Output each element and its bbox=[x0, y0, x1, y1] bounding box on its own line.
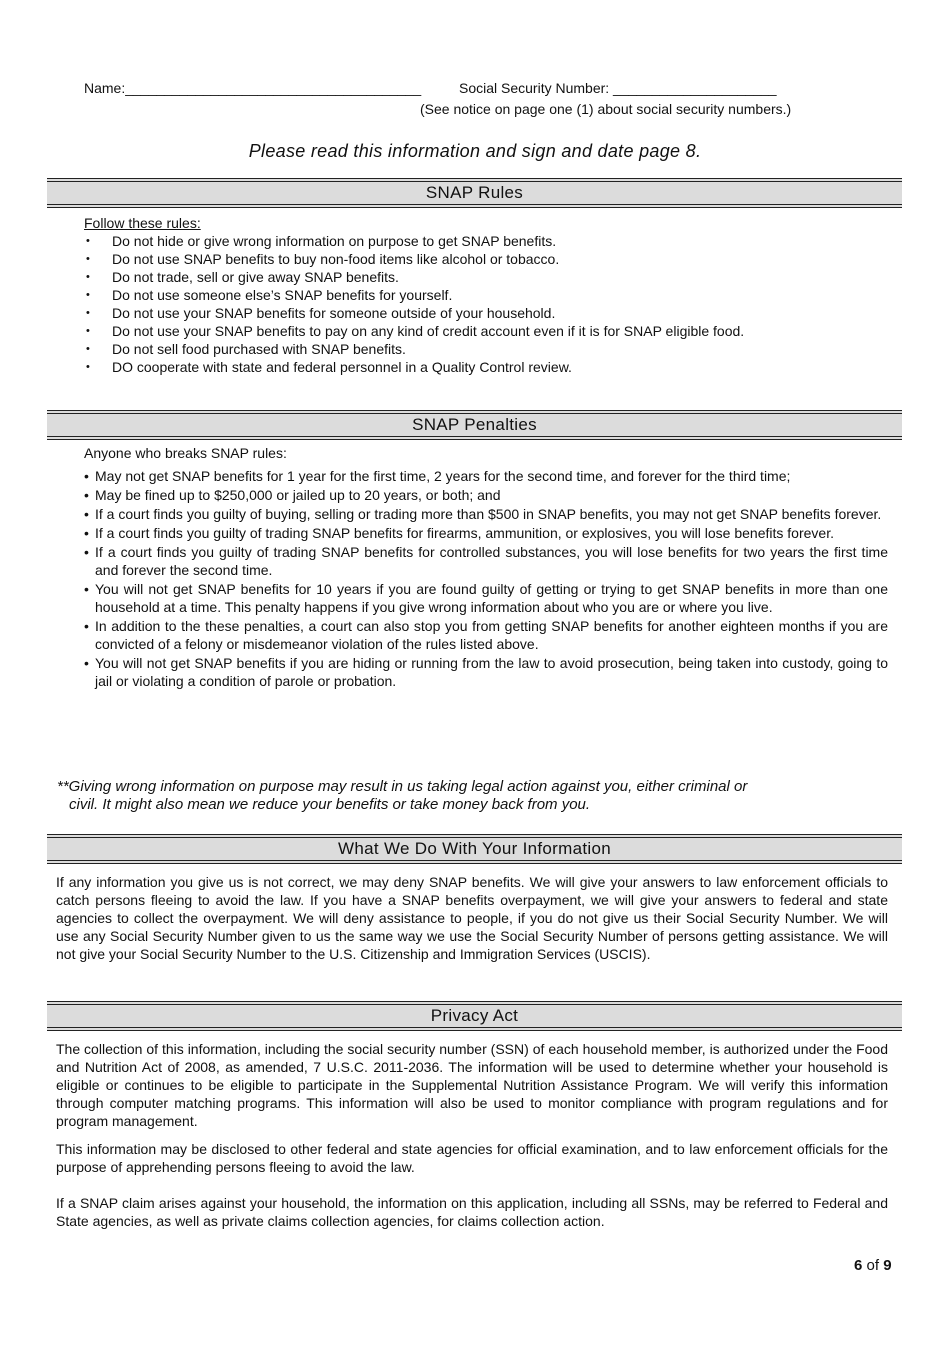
snap-penalties-section bbox=[84, 444, 888, 691]
warning-line-2: civil. It might also mean we reduce your benefits or take money back from you. bbox=[69, 796, 591, 813]
page-of-label: of bbox=[866, 1257, 880, 1274]
list-item: • Do not use someone else’s SNAP benefits for yourself. bbox=[84, 286, 804, 304]
page-number bbox=[854, 1257, 892, 1274]
snap-rules-list bbox=[84, 232, 804, 376]
list-item: • Do not sell food purchased with SNAP benefits. bbox=[84, 340, 804, 358]
list-item: • You will not get SNAP benefits if you are hiding or running from the law to avoid prosecution, being taken into custody, going to jail or violating a condition of parole or probation. bbox=[84, 654, 888, 690]
snap-rules-section bbox=[84, 214, 804, 376]
privacy-paragraph-2: This information may be disclosed to other federal and state agencies for official examination, and to law enforcement officials for the purpose of apprehending persons fleeing to avoid the law. bbox=[56, 1141, 888, 1175]
ssn-field-label: Social Security Number: _____________________ bbox=[459, 80, 777, 96]
snap-rules-intro: Follow these rules: bbox=[84, 215, 201, 231]
snap-penalties-intro: Anyone who breaks SNAP rules: bbox=[84, 445, 287, 461]
list-item: • Do not trade, sell or give away SNAP benefits. bbox=[84, 268, 804, 286]
list-item: • May not get SNAP benefits for 1 year for the first time, 2 years for the second time, and forever for the third time; bbox=[84, 467, 888, 485]
page-instruction: Please read this information and sign and date page 8. bbox=[248, 141, 702, 161]
current-page: 6 bbox=[854, 1257, 863, 1274]
information-use-paragraph: If any information you give us is not correct, we may deny SNAP benefits. We will give your answers to law enforcement officials to catch persons fleeing to avoid the law. If you have a SNAP benefits overpayment, we will give your answers to federal and state agencies to collect the overpayment. We will deny assistance to people, if you do not give us their Social Security Number. We will use any Social Security Number given to us the same way we use the Social Security Number of persons getting assistance. We will not give your Social Security Number to the U.S. Citizenship and Immigration Services (USCIS). bbox=[56, 874, 888, 962]
section-header-privacy-act: Privacy Act bbox=[47, 1001, 902, 1031]
list-item: • DO cooperate with state and federal personnel in a Quality Control review. bbox=[84, 358, 804, 376]
list-item: • If a court finds you guilty of trading SNAP benefits for controlled substances, you will lose benefits for two years the first time and forever the second time. bbox=[84, 543, 888, 579]
list-item: • If a court finds you guilty of buying, selling or trading more than $500 in SNAP benefits, you may not get SNAP benefits forever. bbox=[84, 505, 888, 523]
list-item: • Do not use your SNAP benefits to pay on any kind of credit account even if it is for SNAP eligible food. bbox=[84, 322, 782, 340]
ssn-notice: (See notice on page one (1) about social security numbers.) bbox=[420, 101, 792, 117]
list-item: • Do not use your SNAP benefits for someone outside of your household. bbox=[84, 304, 804, 322]
privacy-paragraph-1: The collection of this information, including the social security number (SSN) of each household member, is authorized under the Food and Nutrition Act of 2008, as amended, 7 U.S.C. 2011-2036. The information will be used to determine whether your household is eligible or continues to be eligible to participate in the Supplemental Nutrition Assistance Program. We will verify this information through computer matching programs. This information will also be used to monitor compliance with program regulations and for program management. bbox=[56, 1041, 888, 1129]
list-item: • You will not get SNAP benefits for 10 years if you are found guilty of getting or trying to get SNAP benefits in more than one household at a time. This penalty happens if you give wrong information about who you are or where you live. bbox=[84, 580, 888, 616]
snap-penalties-list bbox=[84, 467, 888, 690]
list-item: • May be fined up to $250,000 or jailed up to 20 years, or both; and bbox=[84, 486, 888, 504]
privacy-paragraph-3: If a SNAP claim arises against your household, the information on this application, including all SSNs, may be referred to Federal and State agencies, as well as private claims collection agencies, for claims collection action. bbox=[56, 1195, 888, 1229]
list-item: • Do not use SNAP benefits to buy non-food items like alcohol or tobacco. bbox=[84, 250, 804, 268]
section-header-snap-penalties: SNAP Penalties bbox=[47, 410, 902, 440]
warning-line-1: **Giving wrong information on purpose may result in us taking legal action against you, either criminal or bbox=[57, 778, 748, 795]
list-item: • Do not hide or give wrong information on purpose to get SNAP benefits. bbox=[84, 232, 804, 250]
list-item: • In addition to the these penalties, a court can also stop you from getting SNAP benefits for another eighteen months if you are convicted of a felony or misdemeanor violation of the rules listed above. bbox=[84, 617, 888, 653]
section-header-snap-rules: SNAP Rules bbox=[47, 178, 902, 208]
false-information-warning bbox=[57, 778, 892, 814]
section-header-information-use: What We Do With Your Information bbox=[47, 834, 902, 864]
total-pages: 9 bbox=[883, 1257, 892, 1274]
name-field-label: Name:______________________________________ bbox=[84, 80, 422, 96]
list-item: • If a court finds you guilty of trading SNAP benefits for firearms, ammunition, or explosives, you will lose benefits forever. bbox=[84, 524, 888, 542]
